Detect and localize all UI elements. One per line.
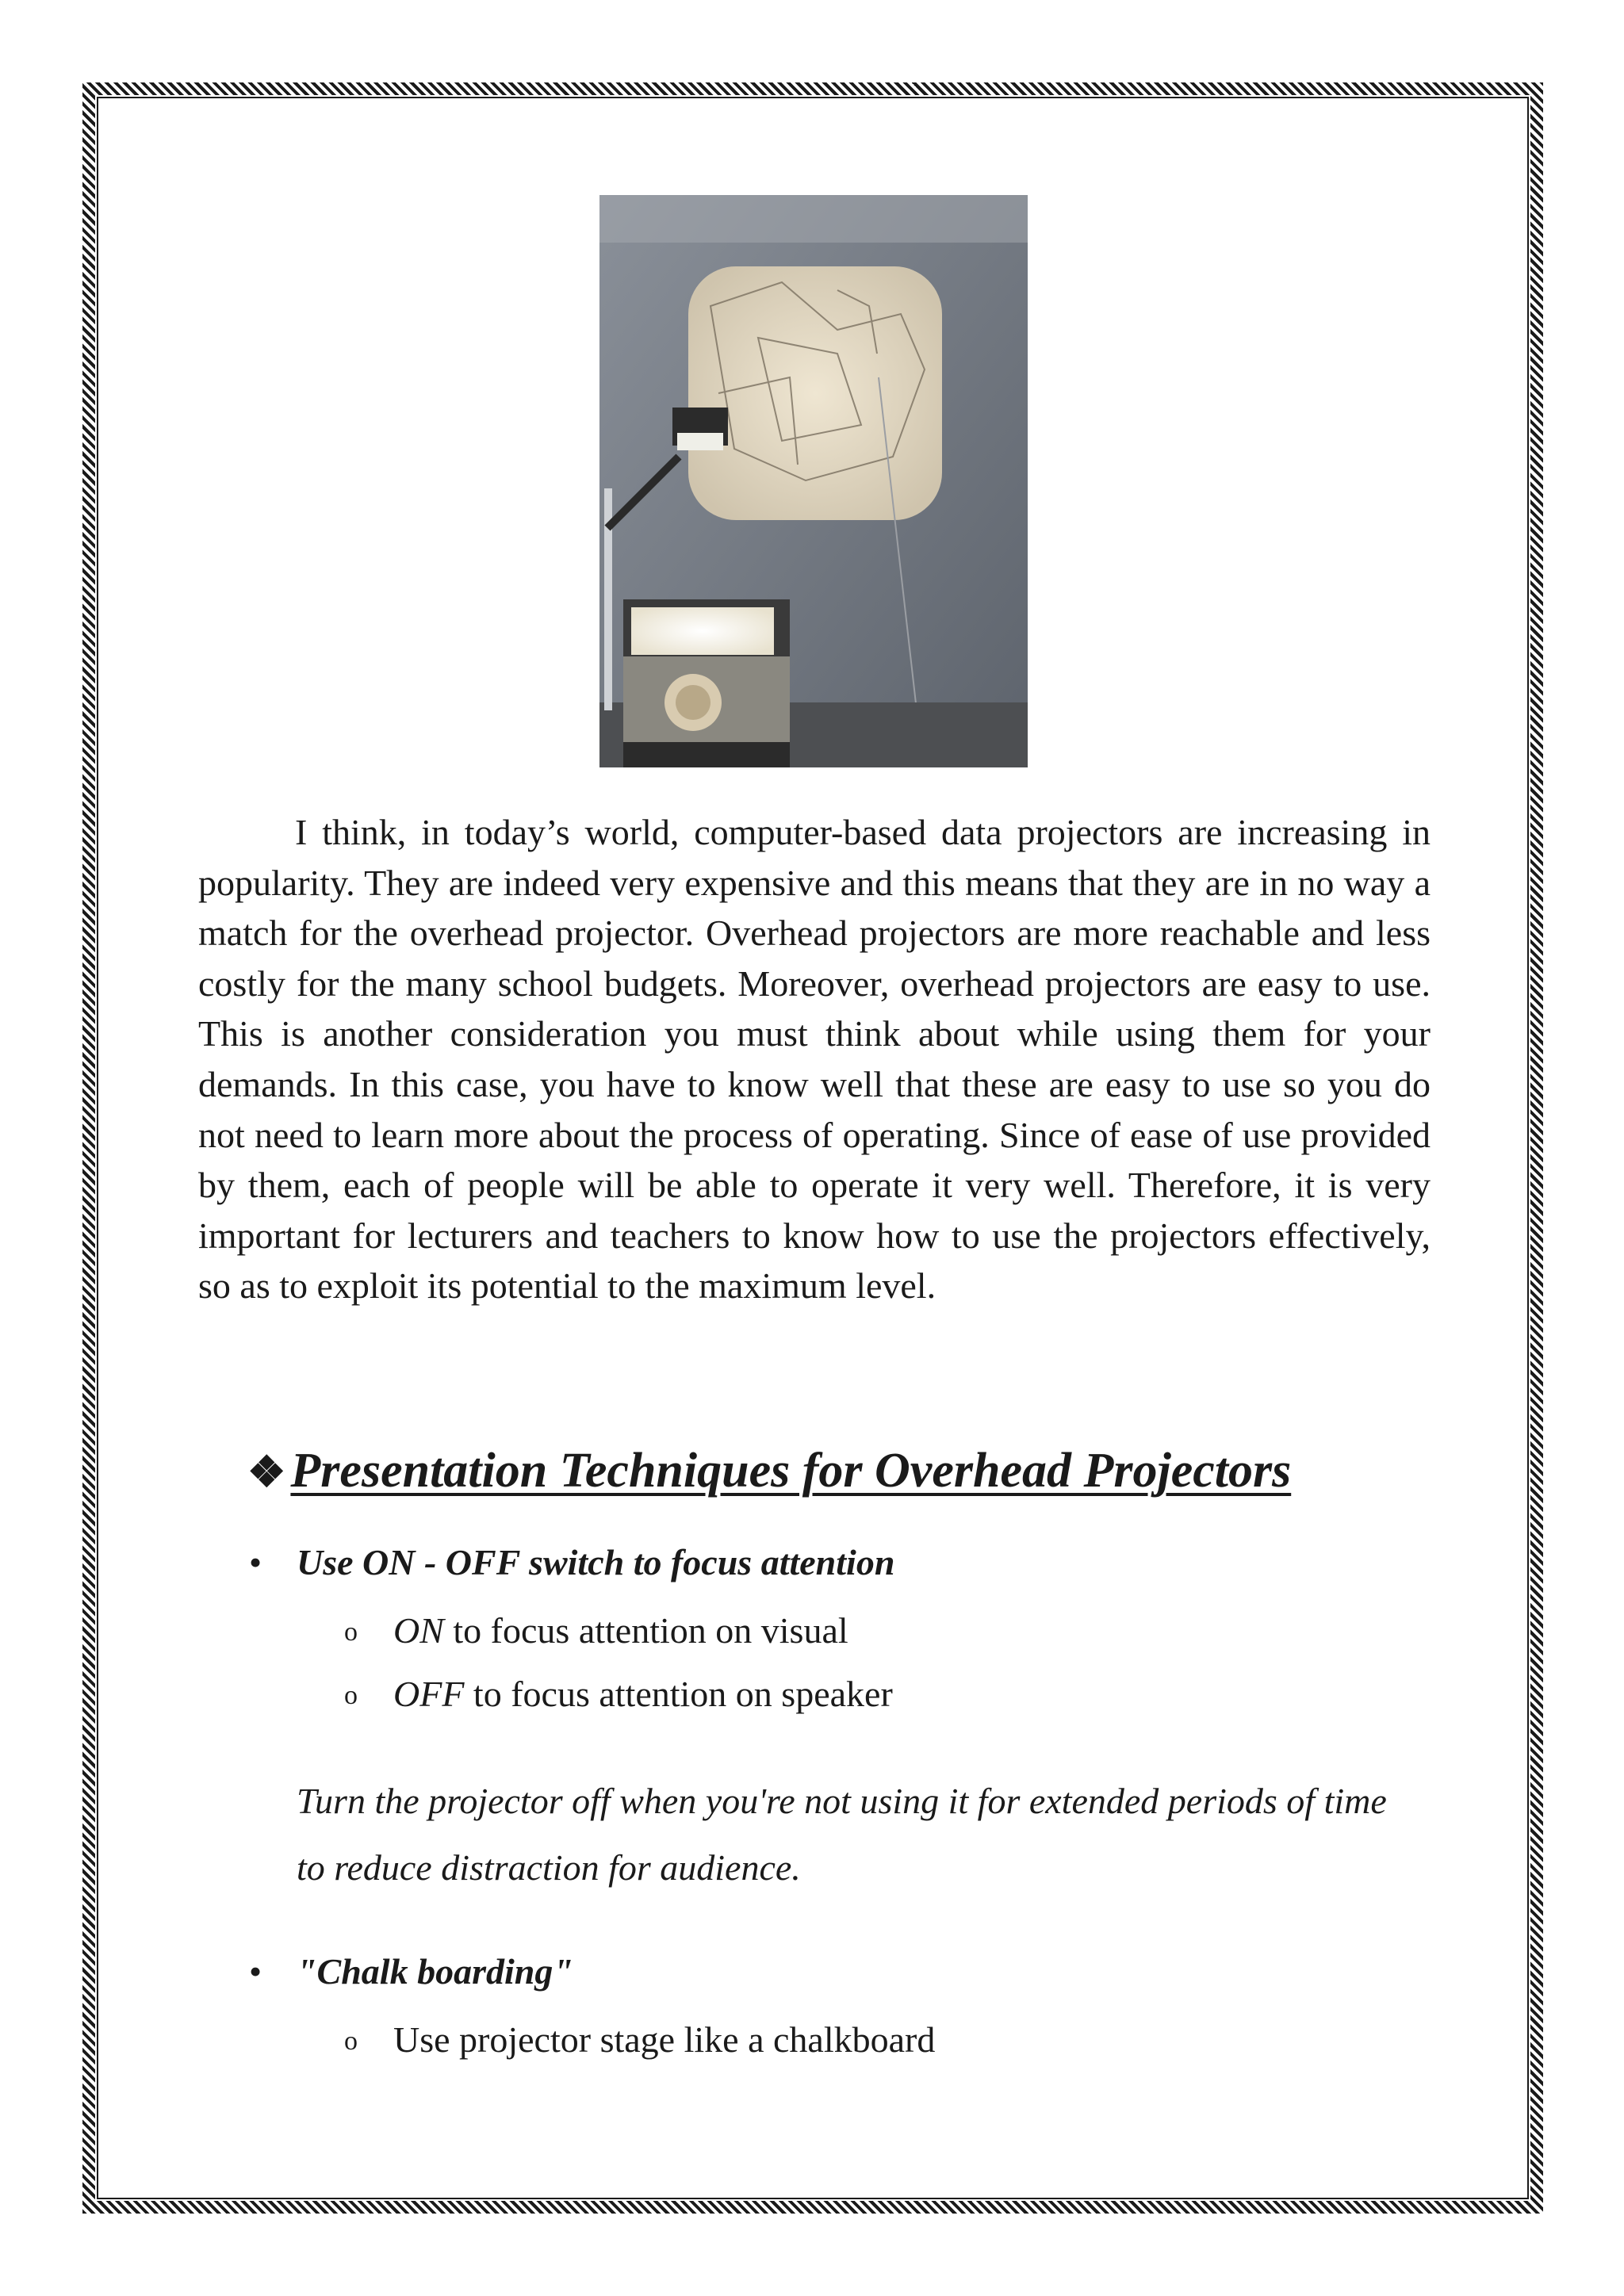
list-item-title: "Chalk boarding" xyxy=(297,1951,573,1992)
sub-item-text: to focus attention on speaker xyxy=(464,1674,893,1714)
sub-list-item xyxy=(344,2019,936,2061)
sub-item-emphasis: OFF xyxy=(393,1674,465,1714)
sub-item-text: Use projector stage like a chalkboard xyxy=(393,2019,936,2060)
sub-list-item xyxy=(344,1609,848,1651)
circle-bullet-icon: o xyxy=(344,1681,358,1710)
sub-item-text: to focus attention on visual xyxy=(443,1610,848,1651)
list-item xyxy=(249,1950,573,1992)
section-heading xyxy=(247,1443,1437,1499)
sub-list-item xyxy=(344,1673,893,1715)
diamond-icon: ❖ xyxy=(247,1448,286,1496)
body-paragraph: I think, in today’s world, computer-based data projectors are increasing in popularity. They are indeed very expensive and this means that they are in no way a match for the overhead projector. Overhead projectors are more reachable and less costly for the many school budgets. Moreover, overhead projectors are easy to use. This is another consideration you must think about while using them for your demands. In this case, you have to know well that these are easy to use so you do not need to learn more about the process of operating. Since of ease of use provided by them, each of people will be able to operate it very well. Therefore, it is very important for lecturers and teachers to know how to use the projectors effectively, so as to exploit its potential to the maximum level. xyxy=(198,812,1431,1307)
sub-item-emphasis: ON xyxy=(393,1610,444,1651)
list-item-title: Use ON - OFF switch to focus attention xyxy=(297,1542,895,1582)
bullet-icon: • xyxy=(249,1951,262,1992)
italic-note: Turn the projector off when you're not using it for extended periods of time to reduce distraction for audience. xyxy=(297,1781,1387,1888)
section-heading-text: Presentation Techniques for Overhead Projectors xyxy=(290,1444,1292,1498)
overhead-projector-photo xyxy=(599,195,1028,767)
list-item xyxy=(249,1541,895,1583)
bullet-icon: • xyxy=(249,1542,262,1582)
circle-bullet-icon: o xyxy=(344,1617,358,1647)
circle-bullet-icon: o xyxy=(344,2026,358,2056)
